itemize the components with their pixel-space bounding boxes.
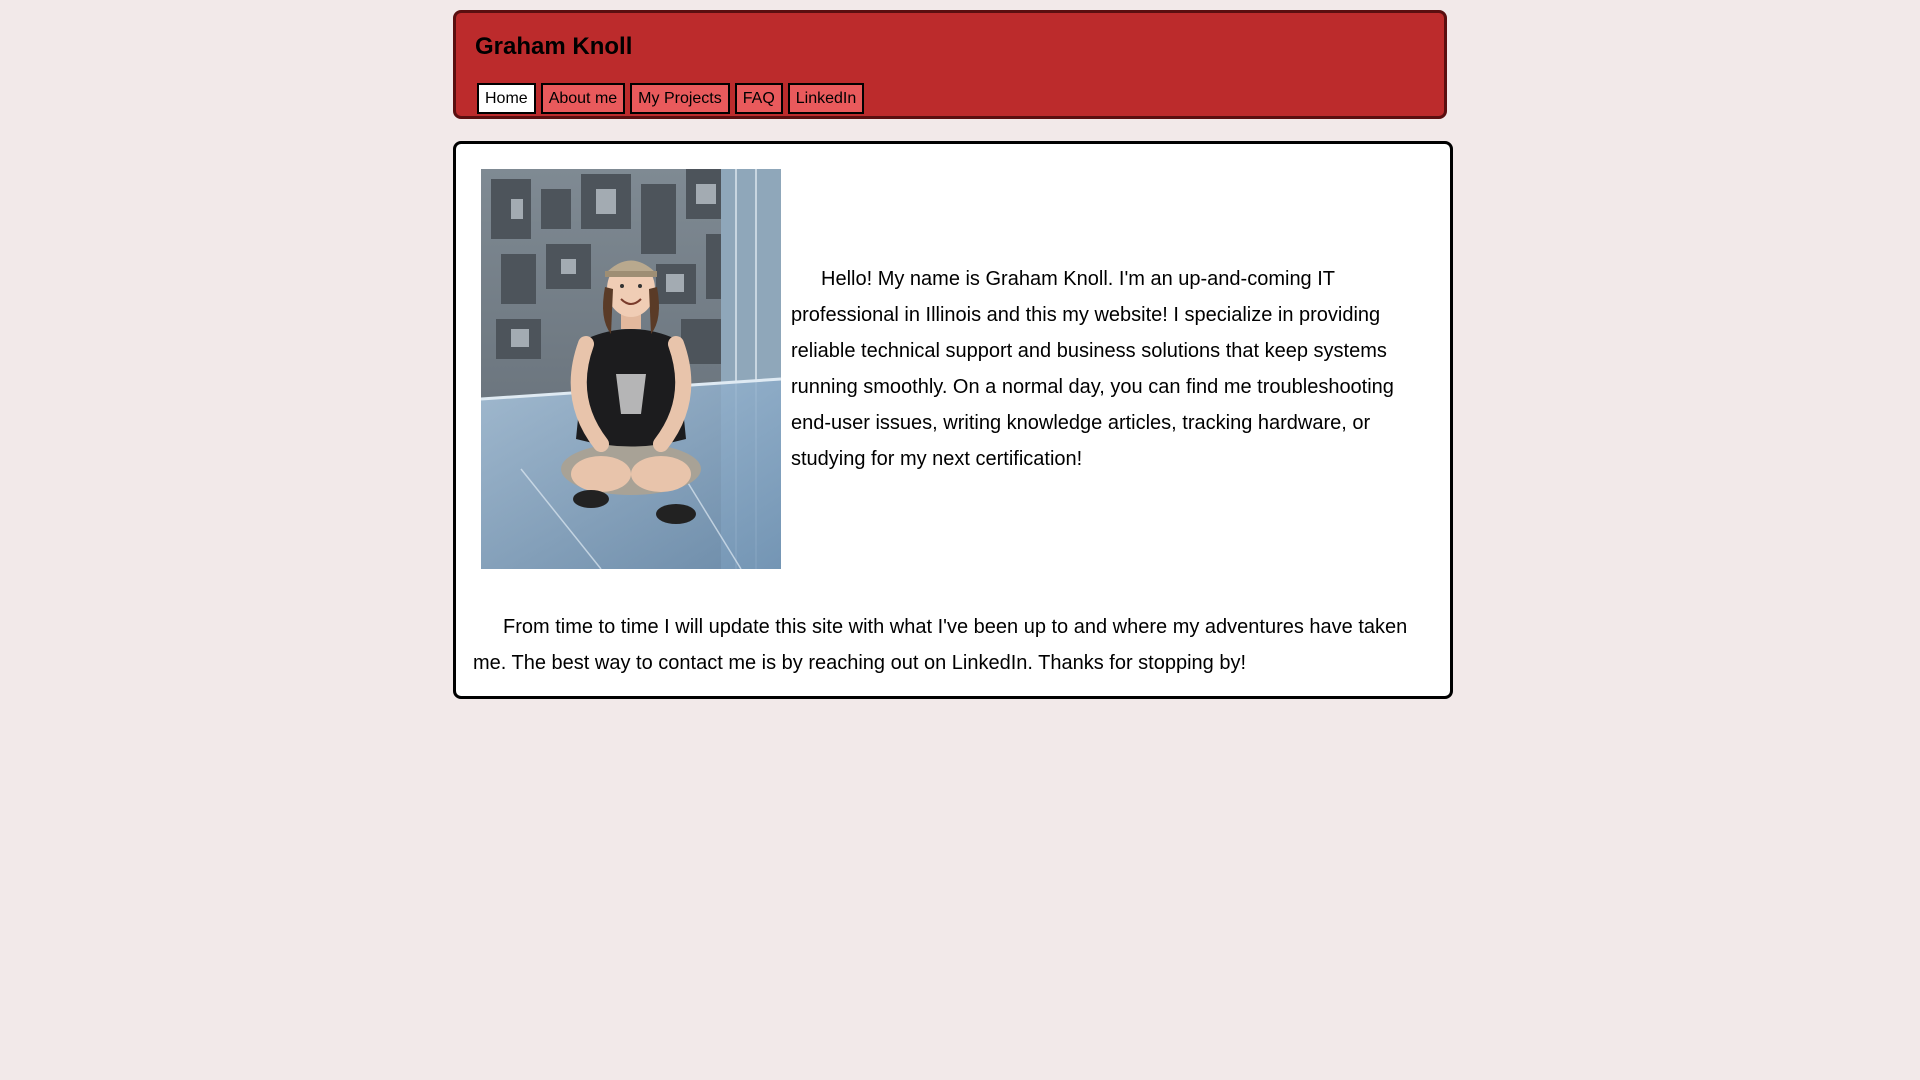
nav-about-me[interactable]: About me bbox=[541, 83, 625, 114]
nav-linkedin[interactable]: LinkedIn bbox=[788, 83, 865, 114]
intro-paragraph: Hello! My name is Graham Knoll. I'm an up-and-coming IT professional in Illinois and this my website! I specialize in providing reliable technical support and business solutions that keep systems running smoothly. On a normal day, you can find me troubleshooting end-user issues, writing knowledge articles, tracking hardware, or studying for my next certification! bbox=[791, 268, 1394, 470]
main-content bbox=[453, 141, 1453, 699]
site-title: Graham Knoll bbox=[475, 33, 633, 60]
closing-paragraph: From time to time I will update this site with what I've been up to and where my adventures have taken me. The best way to contact me is by reaching out on LinkedIn. Thanks for stopping by! bbox=[473, 616, 1408, 674]
nav-my-projects[interactable]: My Projects bbox=[630, 83, 730, 114]
main-nav bbox=[477, 83, 864, 114]
nav-home[interactable]: Home bbox=[477, 83, 536, 114]
nav-faq[interactable]: FAQ bbox=[735, 83, 783, 114]
profile-photo bbox=[481, 169, 781, 569]
site-header bbox=[453, 10, 1447, 119]
